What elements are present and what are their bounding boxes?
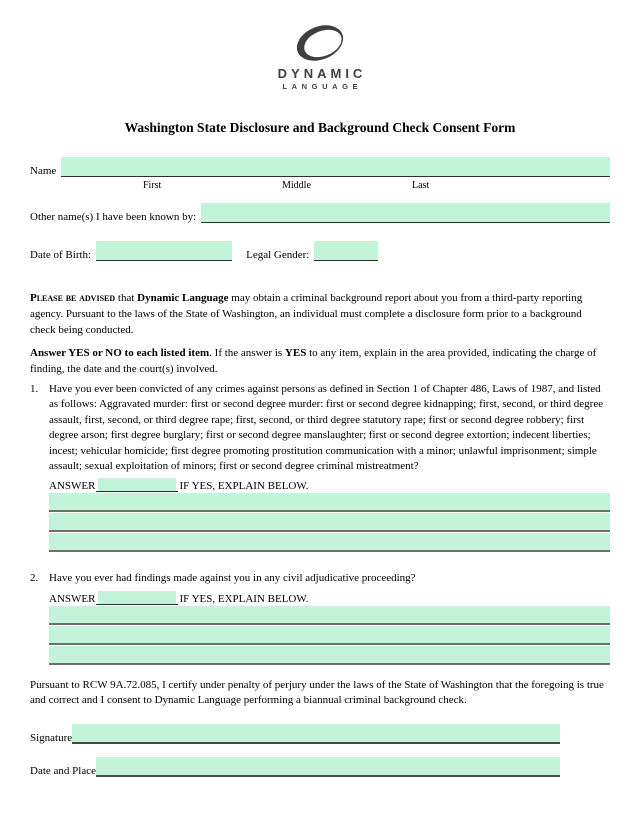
middle-name-caption: Middle xyxy=(282,180,311,191)
other-names-input[interactable] xyxy=(201,203,610,223)
question-1-number: 1. xyxy=(30,383,39,396)
question-2-answer-line xyxy=(96,591,178,605)
advisory-mid: that xyxy=(115,292,138,304)
instructions-rest: to any item, explain in the area provided, indicating the charge of finding, the date and the court(s) involved. xyxy=(30,346,597,375)
advisory-lead: Please be advised xyxy=(30,292,116,304)
page-title: Washington State Disclosure and Background Check Consent Form xyxy=(124,120,516,135)
advisory-brand: Dynamic Language xyxy=(137,292,229,304)
question-2-text: Have you ever had findings made against you in any civil adjudicative proceeding? xyxy=(49,572,416,585)
logo-ring-icon xyxy=(292,22,348,64)
question-2-explain-label: IF YES, EXPLAIN BELOW. xyxy=(179,592,309,605)
question-2-answer-input[interactable] xyxy=(98,591,176,604)
advisory-paragraph xyxy=(30,290,610,339)
dob-input[interactable] xyxy=(96,241,232,261)
company-logo xyxy=(30,22,610,91)
question-2-explanation-line-3[interactable] xyxy=(49,646,610,665)
other-names-label: Other name(s) I have been known by: xyxy=(30,211,197,223)
name-input[interactable] xyxy=(61,157,610,177)
legal-gender-label: Legal Gender: xyxy=(246,249,310,261)
question-1-explanation-line-2[interactable] xyxy=(49,513,610,532)
name-label: Name xyxy=(30,165,57,177)
question-2-answer-row xyxy=(49,588,610,605)
last-name-caption: Last xyxy=(412,180,430,191)
question-1-explanation-area xyxy=(49,493,610,552)
question-1 xyxy=(30,382,610,474)
other-names-field-row xyxy=(30,203,610,223)
brand-subname: LANGUAGE xyxy=(282,82,363,91)
question-2-number: 2. xyxy=(30,572,39,585)
question-2-answer-label: ANSWER xyxy=(49,592,96,605)
date-place-input[interactable] xyxy=(96,757,560,777)
question-1-answer-label: ANSWER xyxy=(49,480,96,493)
question-2-explanation-line-1[interactable] xyxy=(49,606,610,625)
instructions-paragraph xyxy=(30,345,610,377)
question-2-explanation-area xyxy=(49,606,610,665)
name-field-row xyxy=(30,157,610,177)
question-1-explanation-line-1[interactable] xyxy=(49,493,610,512)
name-sub-labels xyxy=(30,180,610,193)
question-1-explanation-line-3[interactable] xyxy=(49,533,610,552)
signature-row xyxy=(30,724,560,744)
question-2-explanation-line-2[interactable] xyxy=(49,626,610,645)
question-1-answer-input[interactable] xyxy=(98,478,176,491)
first-name-caption: First xyxy=(143,180,162,191)
date-place-row xyxy=(30,757,560,777)
certification-paragraph: Pursuant to RCW 9A.72.085, I certify under penalty of perjury under the laws of the State of Washington that the foregoing is true and correct and I consent to Dynamic Language performing a biannual criminal background check. xyxy=(30,678,604,707)
question-1-answer-line xyxy=(96,478,178,492)
question-1-text: Have you ever been convicted of any crimes against persons as defined in Section 1 of Chapter 486, Laws of 1987, and listed as follows: Aggravated murder: first or second degree murder: first or second degree kidnapping; first, second, or third degree assault, first, second, or third degree rape; first, second, or third degree statutory rape; first or second degree robbery; first degree arson; first degree burglary; first or second degree manslaughter; first or second degree extortion; indecent liberties; incest; vehicular homicide; first degree promoting prostitution communication with a minor; unlawful imprisonment; simple assault; sexual exploitation of minors; first or second degree criminal mistreatment? xyxy=(49,383,604,473)
advisory-rest: may obtain a criminal background report about you from a third-party reporting agency. Pursuant to the laws of the State of Washington, an individual must complete a disclosure form prior to a background check being conducted. xyxy=(30,292,583,337)
instructions-mid: . If the answer is xyxy=(209,346,285,359)
question-1-answer-row xyxy=(49,475,610,492)
instructions-bold-intro: Answer YES or NO to each listed item xyxy=(30,346,210,359)
signature-label: Signature xyxy=(30,732,73,745)
legal-gender-input[interactable] xyxy=(314,241,378,261)
question-2 xyxy=(30,571,610,586)
signature-input[interactable] xyxy=(72,724,560,744)
brand-name: DYNAMIC xyxy=(277,66,367,81)
date-place-label: Date and Place xyxy=(30,765,96,778)
dob-label: Date of Birth: xyxy=(30,249,92,261)
dob-gender-row xyxy=(30,241,610,261)
question-1-explain-label: IF YES, EXPLAIN BELOW. xyxy=(179,480,309,493)
instructions-bold-yes: YES xyxy=(284,346,307,359)
